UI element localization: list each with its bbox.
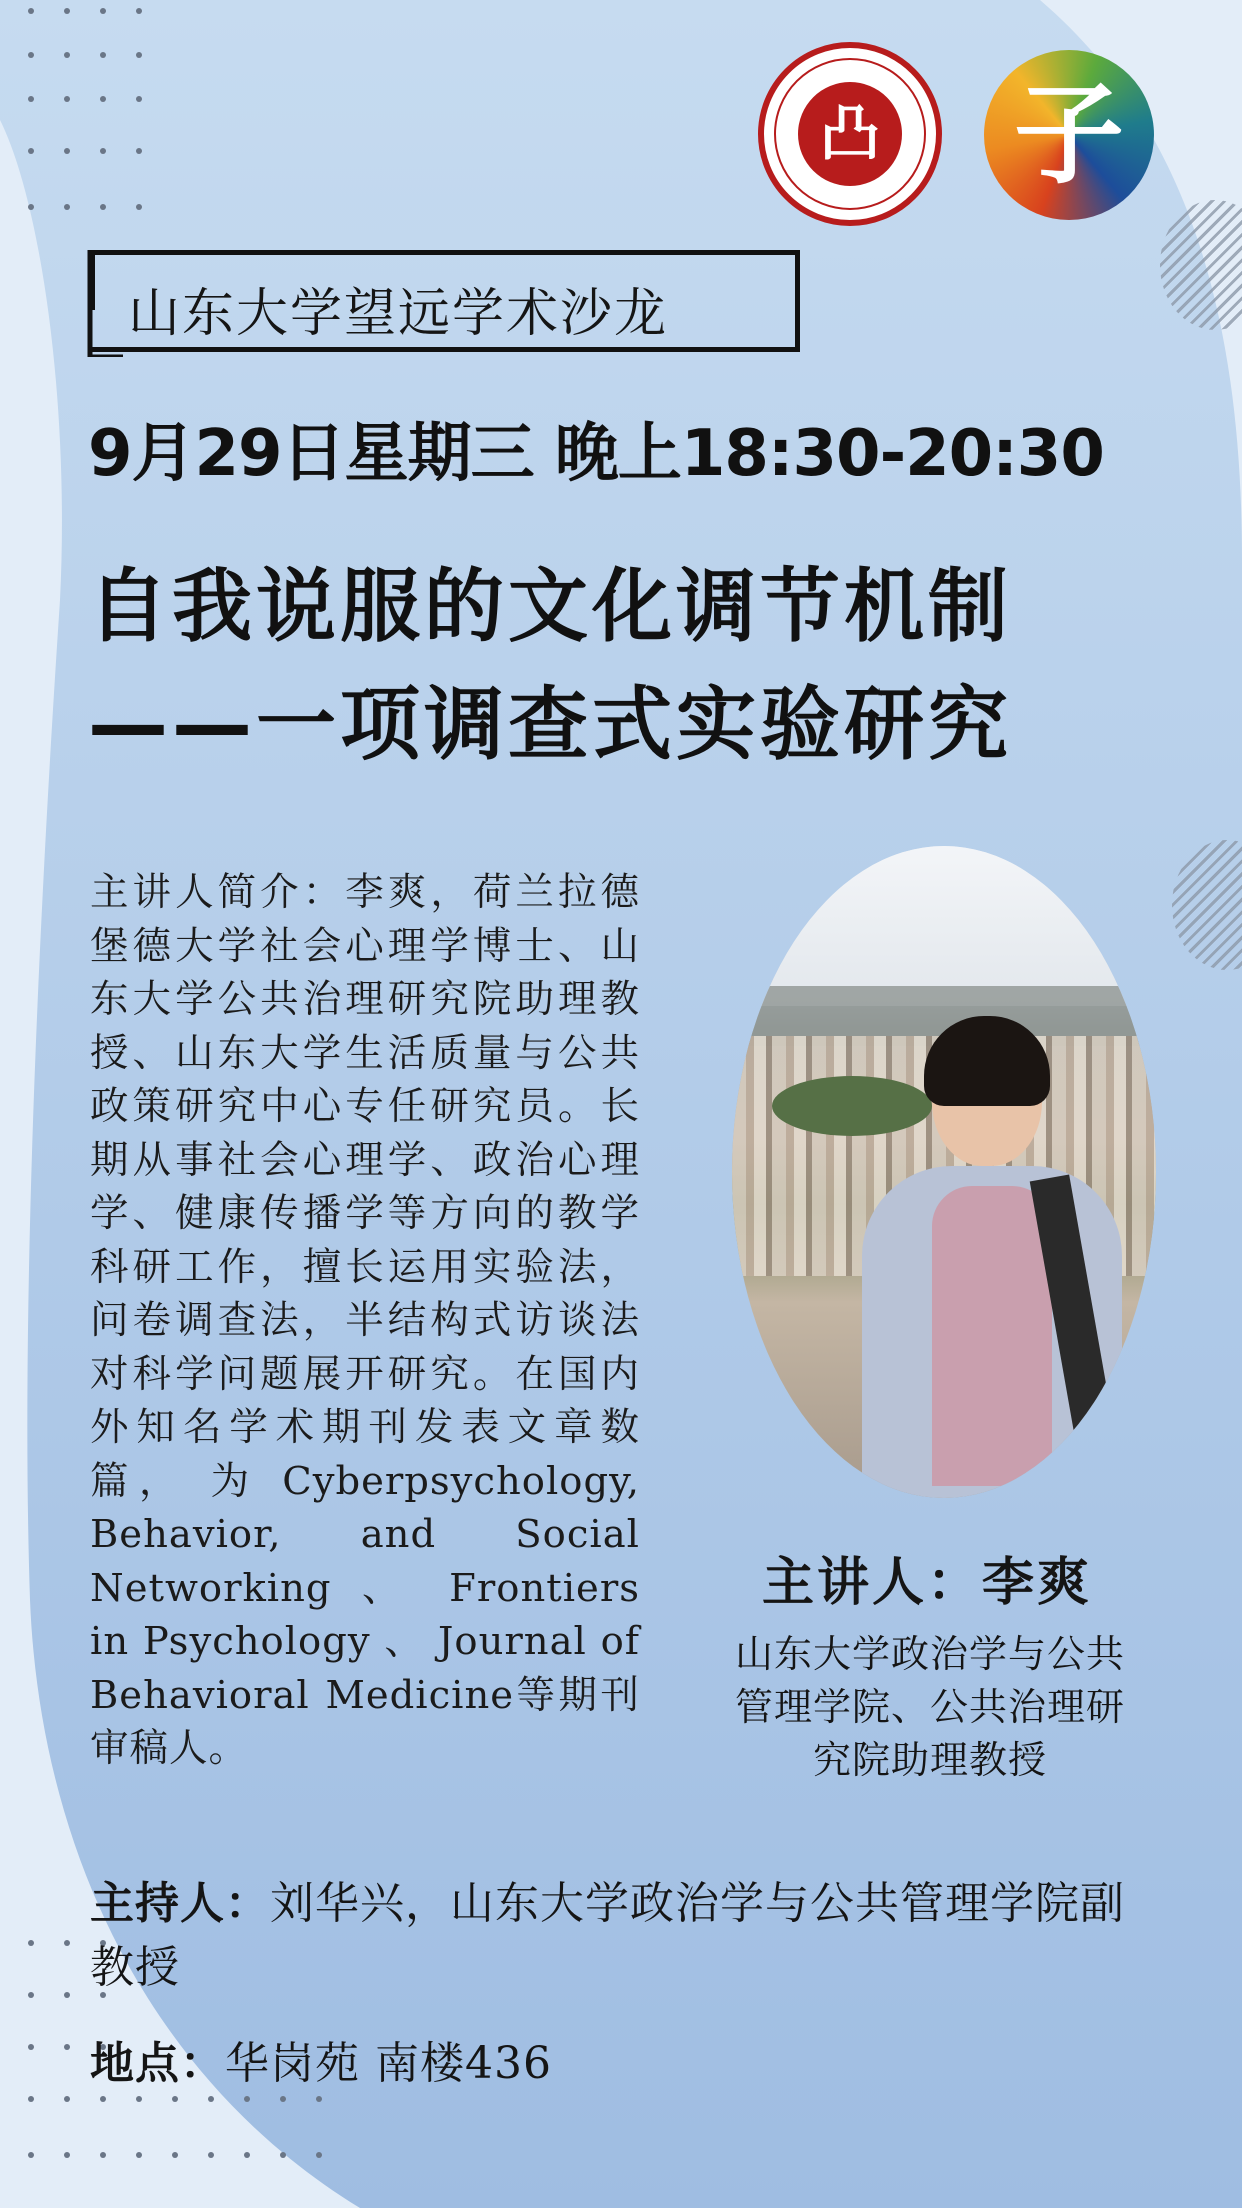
speaker-bio: 主讲人简介：李爽，荷兰拉德堡德大学社会心理学博士、山东大学公共治理研究院助理教授、山东大学生活质量与公共政策研究中心专任研究员。长期从事社会心理学、政治心理学、健康传播学等方向的教学科研工作，擅长运用实验法，问卷调查法，半结构式访谈法对科学问题展开研究。在国内外知名学术期刊发表文章数篇， 为 Cyberpsychology, Behavior, and Social Networking 、 Frontiers in Psychology 、 Journal of Behavioral Medicine等期刊审稿人。 (90, 870, 640, 1771)
wangyuan-logo-icon: 子 (984, 50, 1154, 220)
salon-series-box (90, 250, 800, 352)
venue-label: 地点： (90, 2038, 225, 2089)
talk-title (88, 548, 1012, 784)
host-info (90, 1872, 1150, 2000)
event-datetime: 9月29日星期三 晚上18:30-20:30 (88, 417, 1104, 491)
speaker-photo (732, 846, 1156, 1498)
venue-text: 华岗苑 南楼436 (225, 2038, 552, 2089)
talk-title-line1: 自我说服的文化调节机制 (88, 560, 1012, 653)
seal-icon: 凸 (758, 42, 942, 226)
host-label: 主持人： (90, 1878, 270, 1929)
venue-info (90, 2032, 552, 2096)
speaker-affiliation: 山东大学政治学与公共管理学院、公共治理研究院助理教授 (734, 1632, 1125, 1782)
talk-title-line2: ——一项调查式实验研究 (88, 678, 1012, 771)
speaker-name: 主讲人：李爽 (762, 1553, 1093, 1613)
host-text: 刘华兴，山东大学政治学与公共管理学院副教授 (90, 1878, 1125, 1993)
salon-series-title: 山东大学望远学术沙龙 (128, 284, 669, 344)
